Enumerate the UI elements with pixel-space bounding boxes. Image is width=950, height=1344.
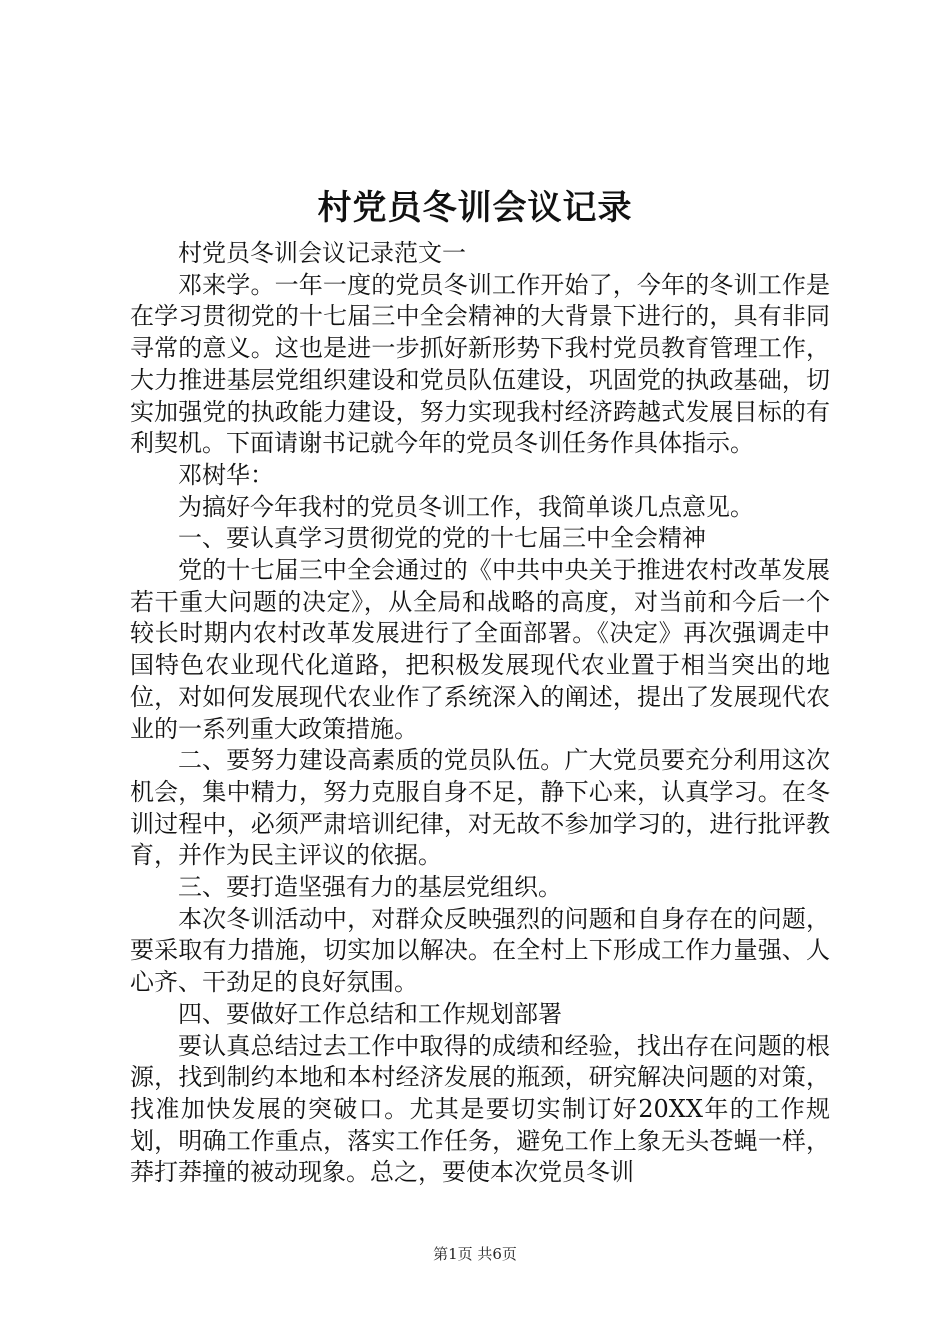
- paragraph: 要认真总结过去工作中取得的成绩和经验，找出存在问题的根源，找到制约本地和本村经济发展的瓶颈，研究解决问题的对策，找准加快发展的突破口。尤其是要切实制订好20XX年的工作规划，明确工作重点，落实工作任务，避免工作上象无头苍蝇一样，莽打莽撞的被动现象。总之，要使本次党员冬训: [130, 1031, 830, 1187]
- paragraph: 邓树华：: [178, 460, 274, 489]
- paragraph: 三、要打造坚强有力的基层党组织。: [178, 873, 562, 902]
- paragraph: 为搞好今年我村的党员冬训工作，我简单谈几点意见。: [178, 492, 754, 521]
- paragraph: 本次冬训活动中，对群众反映强烈的问题和自身存在的问题，要采取有力措施，切实加以解决。在全村上下形成工作力量强、人心齐、干劲足的良好氛围。: [130, 904, 830, 997]
- paragraph: 二、要努力建设高素质的党员队伍。广大党员要充分利用这次机会，集中精力，努力克服自身不足，静下心来，认真学习。在冬训过程中，必须严肃培训纪律，对无故不参加学习的，进行批评教育，并作为民主评议的依据。: [130, 746, 830, 870]
- paragraph: 一、要认真学习贯彻党的党的十七届三中全会精神: [178, 524, 706, 553]
- paragraph: 四、要做好工作总结和工作规划部署: [178, 999, 562, 1028]
- paragraph: 村党员冬训会议记录范文一: [178, 239, 466, 267]
- paragraph: 党的十七届三中全会通过的《中共中央关于推进农村改革发展若干重大问题的决定》，从全局和战略的高度，对当前和今后一个较长时期内农村改革发展进行了全面部署。《决定》再次强调走中国特色农业现代化道路，把积极发展现代农业置于相当突出的地位，对如何发展现代农业作了系统深入的阐述，提出了发展现代农业的一系列重大政策措施。: [130, 556, 830, 743]
- document-body: [130, 238, 830, 1189]
- document-title: 村党员冬训会议记录: [317, 188, 633, 228]
- page-footer: 第1页 共6页: [433, 1245, 517, 1263]
- paragraph: 邓来学。一年一度的党员冬训工作开始了，今年的冬训工作是在学习贯彻党的十七届三中全会精神的大背景下进行的，具有非同寻常的意义。这也是进一步抓好新形势下我村党员教育管理工作，大力推进基层党组织建设和党员队伍建设，巩固党的执政基础，切实加强党的执政能力建设，努力实现我村经济跨越式发展目标的有利契机。下面请谢书记就今年的党员冬训任务作具体指示。: [130, 270, 830, 458]
